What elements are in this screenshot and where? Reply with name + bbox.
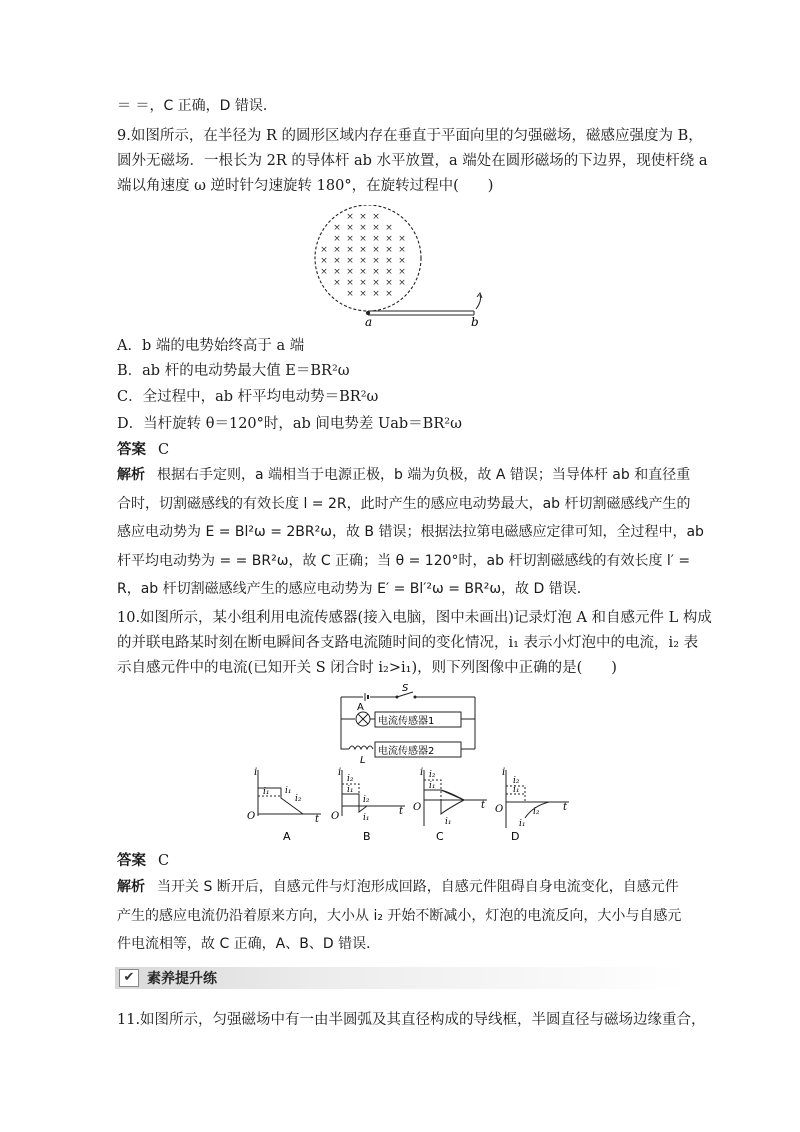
field-cross-mark: ×	[372, 278, 380, 288]
graph-d	[495, 767, 569, 843]
field-cross-mark: ×	[346, 223, 354, 233]
field-cross-mark: ×	[346, 289, 354, 299]
graph-a	[247, 767, 321, 843]
coil-label: L	[360, 755, 366, 765]
i1-label-b: i₁	[285, 786, 292, 796]
field-cross-mark: ×	[320, 245, 328, 255]
label-b: b	[471, 315, 479, 329]
i2-label-b: i₂	[363, 795, 370, 805]
field-cross-mark: ×	[320, 256, 328, 266]
analysis-label: 解析	[117, 879, 145, 895]
field-cross-mark: ×	[333, 245, 341, 255]
origin-label: O	[247, 811, 256, 822]
sensor2-label: 电流传感器2	[378, 746, 435, 757]
axis-i: i	[420, 767, 424, 778]
field-cross-mark: ×	[372, 223, 380, 233]
field-cross-mark: ×	[346, 234, 354, 244]
q9-analysis-3: 感应电动势为 E = Bl²ω = 2BR²ω，故 B 错误；根据法拉第电磁感应定律可知，全过程中，ab	[117, 524, 704, 540]
answer-value: C	[158, 442, 170, 458]
q9-option-c: C．全过程中，ab 杆平均电动势＝BR²ω	[117, 389, 379, 405]
field-cross-mark: ×	[385, 289, 393, 299]
field-cross-mark: ×	[359, 245, 367, 255]
field-cross-mark: ×	[398, 267, 406, 277]
i1-label-b: i₁	[445, 817, 452, 827]
field-cross-mark: ×	[398, 245, 406, 255]
field-cross-mark: ×	[333, 234, 341, 244]
graph-letter-d: D	[511, 830, 520, 843]
field-cross-mark: ×	[372, 234, 380, 244]
axis-t: t	[481, 800, 486, 811]
field-cross-mark: ×	[359, 234, 367, 244]
q10-circuit-figure	[335, 683, 485, 765]
field-cross-mark: ×	[372, 267, 380, 277]
answer-value: C	[158, 853, 170, 869]
answer-fragment: ＝ ＝，C 正确，D 错误．	[117, 98, 277, 114]
field-cross-mark: ×	[385, 245, 393, 255]
q10-stem-1: 10.如图所示，某小组利用电流传感器(接入电脑，图中未画出)记录灯泡 A 和自感元件 L 构成	[117, 610, 712, 626]
q10-analysis-3: 件电流相等，故 C 正确，A、B、D 错误．	[117, 936, 381, 952]
field-cross-mark: ×	[372, 256, 380, 266]
q10-graphs	[243, 766, 573, 846]
section-title: 素养提升练	[147, 971, 217, 987]
field-cross-mark: ×	[359, 256, 367, 266]
axis-i: i	[338, 767, 342, 778]
q9-answer	[117, 440, 169, 460]
field-cross-mark: ×	[385, 256, 393, 266]
q10-answer	[117, 851, 169, 871]
field-cross-mark: ×	[372, 212, 380, 222]
origin-label: O	[331, 811, 340, 822]
answer-label: 答案	[117, 852, 146, 869]
q10-analysis-1	[117, 877, 679, 897]
field-cross-mark: ×	[385, 278, 393, 288]
q10-stem-2: 的并联电路某时刻在断电瞬间各支路电流随时间的变化情况，i₁ 表示小灯泡中的电流，i₂ 表	[117, 635, 699, 651]
switch-label: S	[402, 683, 409, 694]
q11-stem-1: 11.如图所示，匀强磁场中有一由半圆弧及其直径构成的导线框，半圆直径与磁场边缘重合，	[117, 1012, 706, 1028]
analysis-text: 根据右手定则，a 端相当于电源正极，b 端为负极，故 A 错误；当导体杆 ab 和直径重	[157, 467, 691, 483]
q9-analysis-1	[117, 465, 690, 485]
q9-analysis-2: 合时，切割磁感线的有效长度 l = 2R，此时产生的感应电动势最大，ab 杆切割磁感线产生的	[117, 496, 691, 512]
q9-option-d: D．当杆旋转 θ＝120°时，ab 间电势差 Uab＝BR²ω	[117, 416, 462, 432]
q10-stem-3: 示自感元件中的电流(已知开关 S 闭合时 i₂>i₁)，则下列图像中正确的是( )	[117, 660, 617, 676]
field-cross-mark: ×	[333, 223, 341, 233]
field-cross-mark: ×	[359, 278, 367, 288]
field-cross-mark: ×	[346, 212, 354, 222]
q9-stem-1: 9.如图所示，在半径为 R 的圆形区域内存在垂直于平面向里的匀强磁场，磁感应强度为 B，	[117, 128, 703, 144]
field-cross-mark: ×	[359, 223, 367, 233]
graph-letter-c: C	[436, 830, 444, 843]
i1-label: i₁	[263, 787, 270, 797]
field-cross-mark: ×	[346, 267, 354, 277]
field-cross-mark: ×	[333, 267, 341, 277]
i2-label-b: i₂	[533, 807, 540, 817]
q9-stem-2: 圆外无磁场．一根长为 2R 的导体杆 ab 水平放置，a 端处在圆形磁场的下边界，现使杆绕 a	[117, 153, 708, 169]
lamp-label: A	[357, 702, 364, 713]
field-cross-mark: ×	[346, 256, 354, 266]
field-cross-mark: ×	[346, 278, 354, 288]
i1-label: i₁	[347, 785, 354, 795]
circle-field-diagram	[310, 205, 510, 330]
i2-label: i₂	[295, 794, 302, 804]
i2-label: i₂	[513, 776, 520, 786]
i2-label: i₂	[429, 770, 436, 780]
axis-t: t	[315, 814, 320, 825]
graph-letter-a: A	[283, 830, 291, 843]
field-cross-mark: ×	[359, 267, 367, 277]
field-cross-mark: ×	[372, 289, 380, 299]
check-icon: ✔	[119, 969, 139, 987]
axis-t: t	[563, 802, 568, 813]
field-cross-mark: ×	[385, 234, 393, 244]
field-cross-mark: ×	[385, 267, 393, 277]
graph-c	[413, 767, 487, 843]
i1-label: i₁	[429, 781, 436, 791]
graph-letter-b: B	[363, 830, 371, 843]
q9-stem-3: 端以角速度 ω 逆时针匀速旋转 180°，在旋转过程中( )	[117, 178, 494, 194]
q9-option-a: A．b 端的电势始终高于 a 端	[117, 338, 305, 354]
field-cross-mark: ×	[333, 256, 341, 266]
field-cross-mark: ×	[398, 256, 406, 266]
i1-label-b: i₁	[519, 819, 526, 829]
field-cross-mark: ×	[359, 212, 367, 222]
q9-option-b: B．ab 杆的电动势最大值 E＝BR²ω	[117, 363, 350, 379]
field-cross-mark: ×	[385, 223, 393, 233]
field-cross-mark: ×	[320, 267, 328, 277]
circuit-diagram	[335, 683, 485, 765]
i1-label-b: i₁	[363, 813, 370, 823]
axis-i: i	[502, 767, 506, 778]
i2-label: i₂	[347, 774, 354, 784]
field-cross-mark: ×	[398, 278, 406, 288]
section-header	[115, 967, 687, 989]
field-cross-mark: ×	[372, 245, 380, 255]
graph-b	[331, 767, 405, 843]
field-cross-mark: ×	[346, 245, 354, 255]
answer-label: 答案	[117, 441, 146, 458]
field-cross-mark: ×	[398, 234, 406, 244]
field-cross-mark: ×	[359, 289, 367, 299]
field-cross-mark: ×	[333, 278, 341, 288]
i1-label: i₁	[513, 785, 520, 795]
q10-analysis-2: 产生的感应电流仍沿着原来方向，大小从 i₂ 开始不断减小，灯泡的电流反向，大小与自感元	[117, 908, 682, 924]
analysis-label: 解析	[117, 467, 145, 483]
origin-label: O	[495, 804, 504, 815]
axis-t: t	[399, 806, 404, 817]
axis-i: i	[254, 767, 258, 778]
sensor1-label: 电流传感器1	[378, 716, 435, 727]
origin-label: O	[413, 802, 422, 813]
q9-analysis-5: R，ab 杆切割磁感线产生的感应电动势为 E′ = Bl′²ω = BR²ω，故 D 错误．	[117, 581, 591, 597]
label-a: a	[365, 315, 373, 329]
q9-figure	[310, 205, 510, 330]
analysis-text: 当开关 S 断开后，自感元件与灯泡形成回路，自感元件阻碍自身电流变化，自感元件	[157, 879, 679, 895]
graph-options	[243, 766, 573, 846]
q9-analysis-4: 杆平均电动势为 = = BR²ω，故 C 正确；当 θ = 120°时，ab 杆切割磁感线的有效长度 l′ =	[117, 553, 691, 569]
